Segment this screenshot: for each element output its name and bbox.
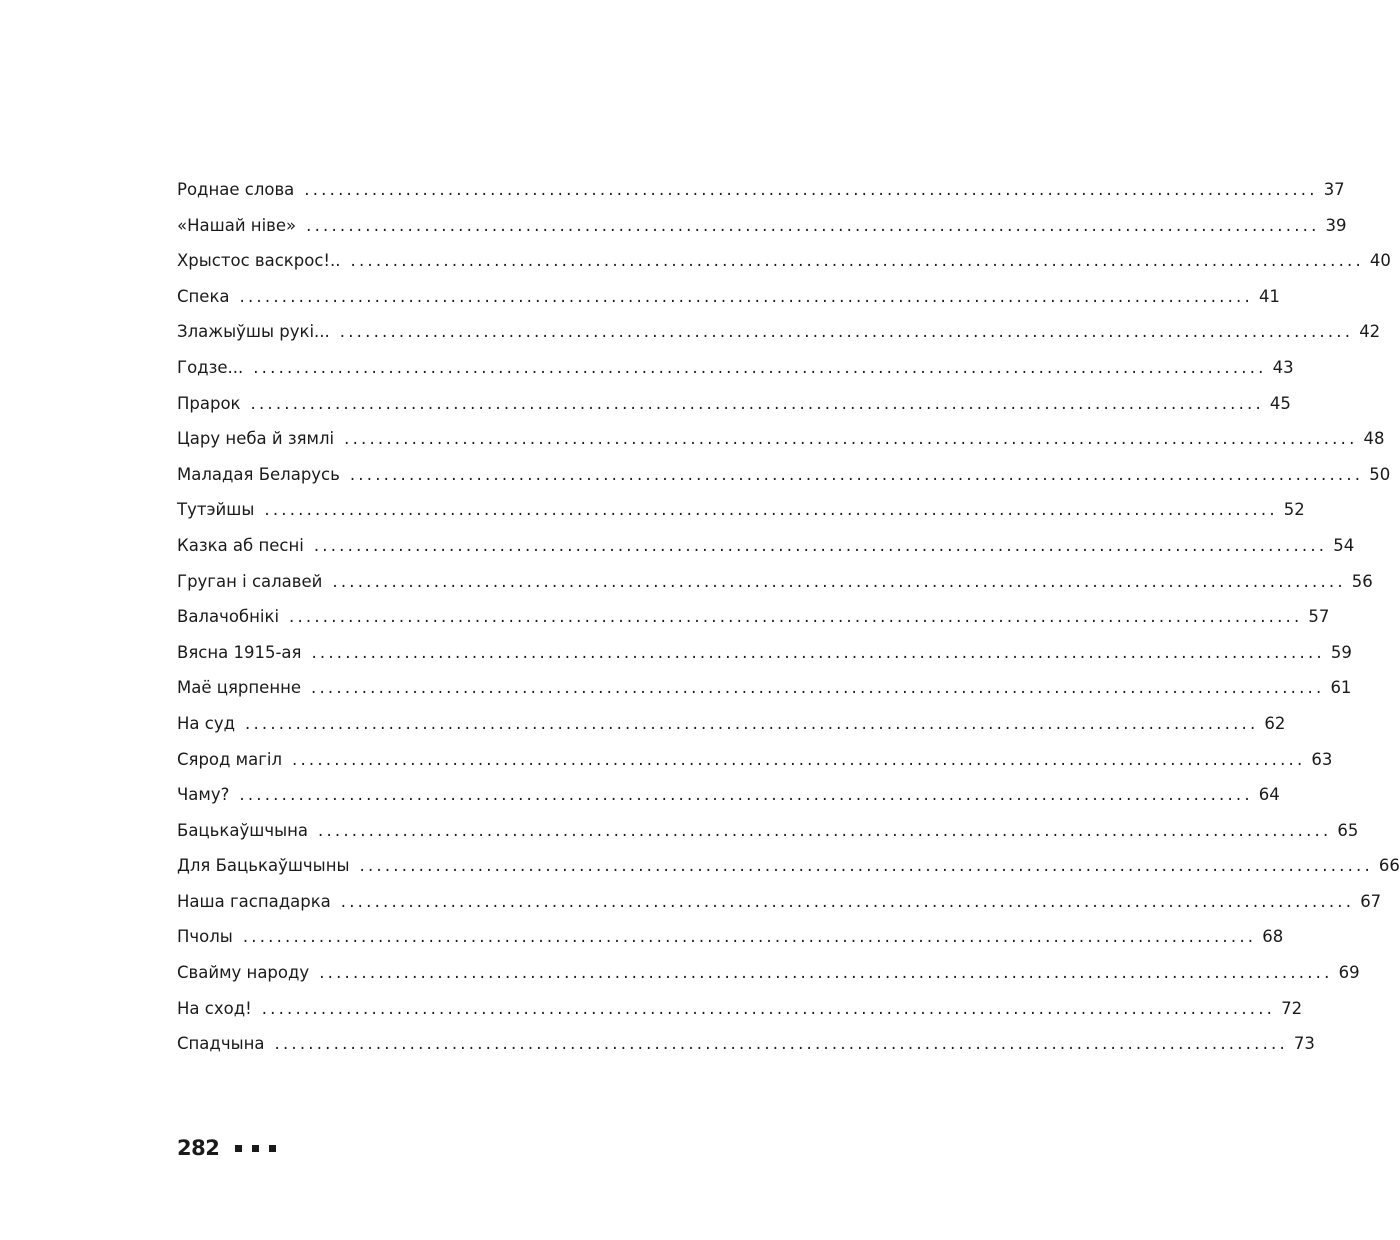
toc-entry — [177, 386, 1291, 422]
toc-entry-title: «Нашай ніве» — [177, 215, 297, 235]
toc-leader-dots: ........................................................................................................................ — [339, 322, 1354, 342]
toc-entry — [177, 955, 1360, 991]
toc-entry-page: 45 — [1269, 393, 1291, 413]
toc-entry — [177, 421, 1385, 457]
toc-leader-dots: ........................................................................................................................ — [350, 251, 1364, 271]
toc-leader-dots: ........................................................................................................................ — [318, 820, 1332, 840]
toc-entry — [177, 706, 1286, 742]
toc-entry-page: 62 — [1264, 713, 1286, 733]
toc-entry-title: Цару неба й зямлі — [177, 429, 335, 449]
toc-entry — [177, 350, 1294, 386]
toc-entry — [177, 742, 1333, 778]
page-number: 282 — [177, 1136, 220, 1160]
toc-entry-page: 42 — [1359, 322, 1381, 342]
toc-entry-page: 54 — [1333, 535, 1355, 555]
toc-entry-page: 66 — [1378, 856, 1400, 876]
toc-entry — [177, 208, 1347, 244]
toc-entry-page: 68 — [1262, 927, 1284, 947]
toc-entry — [177, 314, 1381, 350]
toc-leader-dots: ........................................................................................................................ — [261, 998, 1276, 1018]
toc-entry — [177, 599, 1330, 635]
toc-entry-title: Груган і салавей — [177, 571, 323, 591]
decorative-squares — [235, 1145, 286, 1152]
toc-entry-page: 59 — [1330, 642, 1352, 662]
toc-leader-dots: ........................................................................................................................ — [239, 785, 1253, 805]
toc-entry-page: 48 — [1363, 429, 1385, 449]
toc-entry-title: Спадчына — [177, 1034, 265, 1054]
table-of-contents — [177, 172, 1400, 1062]
toc-entry-title: Бацькаўшчына — [177, 820, 309, 840]
toc-entry-page: 65 — [1337, 820, 1359, 840]
toc-leader-dots: ........................................................................................................................ — [253, 357, 1267, 377]
toc-entry-title: Валачобнікі — [177, 607, 280, 627]
toc-entry-page: 56 — [1351, 571, 1373, 591]
toc-entry-title: Маладая Беларусь — [177, 464, 340, 484]
toc-entry-title: Тутэйшы — [177, 500, 255, 520]
toc-entry — [177, 243, 1391, 279]
toc-entry — [177, 564, 1373, 600]
toc-entry-title: Спека — [177, 286, 230, 306]
toc-entry — [177, 457, 1391, 493]
toc-entry-title: Чаму? — [177, 785, 230, 805]
toc-leader-dots: ........................................................................................................................ — [313, 535, 1328, 555]
toc-entry-title: Наша гаспадарка — [177, 891, 331, 911]
toc-entry-page: 57 — [1308, 607, 1330, 627]
toc-entry — [177, 919, 1284, 955]
toc-leader-dots: ........................................................................................................................ — [349, 464, 1364, 484]
toc-leader-dots: ........................................................................................................................ — [319, 963, 1333, 983]
toc-leader-dots: ........................................................................................................................ — [242, 927, 1257, 947]
toc-entry-page: 67 — [1360, 891, 1382, 911]
toc-entry-title: Злажыўшы рукі... — [177, 322, 330, 342]
toc-entry-page: 52 — [1283, 500, 1305, 520]
toc-leader-dots: ........................................................................................................................ — [304, 180, 1318, 199]
toc-entry — [177, 777, 1280, 813]
toc-leader-dots: ........................................................................................................................ — [239, 286, 1253, 306]
toc-entry-page: 61 — [1330, 678, 1352, 698]
toc-entry-title: Маё цярпенне — [177, 678, 302, 698]
toc-entry — [177, 670, 1352, 706]
toc-entry — [177, 991, 1303, 1027]
toc-entry-page: 69 — [1338, 963, 1360, 983]
square-icon — [269, 1145, 276, 1152]
toc-leader-dots: ........................................................................................................................ — [250, 393, 1264, 413]
toc-entry-page: 73 — [1293, 1034, 1315, 1054]
toc-leader-dots: ........................................................................................................................ — [264, 500, 1278, 520]
toc-entry-title: Прарок — [177, 393, 241, 413]
toc-entry-title: На сход! — [177, 998, 252, 1018]
toc-entry — [177, 848, 1400, 884]
toc-entry — [177, 1026, 1315, 1062]
toc-entry-page: 72 — [1281, 998, 1303, 1018]
toc-entry-page: 50 — [1369, 464, 1391, 484]
toc-entry-title: Пчолы — [177, 927, 233, 947]
toc-entry-title: Годзе... — [177, 357, 244, 377]
toc-leader-dots: ........................................................................................................................ — [311, 642, 1325, 662]
toc-entry — [177, 884, 1382, 920]
toc-entry-title: На суд — [177, 713, 236, 733]
toc-entry-title: Хрыстос васкрос!.. — [177, 251, 341, 271]
toc-entry-page: 37 — [1323, 180, 1345, 199]
toc-entry — [177, 492, 1305, 528]
toc-entry-page: 41 — [1258, 286, 1280, 306]
toc-leader-dots: ........................................................................................................................ — [344, 429, 1358, 449]
toc-entry-title: Казка аб песні — [177, 535, 304, 555]
toc-entry-page: 64 — [1258, 785, 1280, 805]
toc-leader-dots: ........................................................................................................................ — [245, 713, 1259, 733]
toc-leader-dots: ........................................................................................................................ — [289, 607, 1303, 627]
toc-entry — [177, 172, 1345, 208]
toc-leader-dots: ........................................................................................................................ — [306, 215, 1320, 235]
toc-leader-dots: ........................................................................................................................ — [332, 571, 1346, 591]
toc-leader-dots: ........................................................................................................................ — [311, 678, 1325, 698]
toc-entry-page: 39 — [1325, 215, 1347, 235]
toc-entry-page: 40 — [1369, 251, 1391, 271]
toc-entry-title: Сярод магіл — [177, 749, 283, 769]
toc-entry-page: 43 — [1272, 357, 1294, 377]
toc-entry — [177, 279, 1280, 315]
toc-entry-title: Роднае слова — [177, 180, 295, 199]
toc-leader-dots: ........................................................................................................................ — [292, 749, 1306, 769]
toc-entry — [177, 528, 1355, 564]
square-icon — [252, 1145, 259, 1152]
toc-leader-dots: ........................................................................................................................ — [359, 856, 1373, 876]
square-icon — [235, 1145, 242, 1152]
toc-entry-page: 63 — [1311, 749, 1333, 769]
toc-entry-title: Для Бацькаўшчыны — [177, 856, 350, 876]
toc-leader-dots: ........................................................................................................................ — [340, 891, 1355, 911]
page-footer — [177, 1136, 286, 1160]
toc-entry-title: Свайму народу — [177, 963, 310, 983]
toc-entry — [177, 813, 1359, 849]
toc-entry-title: Вясна 1915-ая — [177, 642, 302, 662]
toc-entry — [177, 635, 1352, 671]
toc-leader-dots: ........................................................................................................................ — [274, 1034, 1288, 1054]
